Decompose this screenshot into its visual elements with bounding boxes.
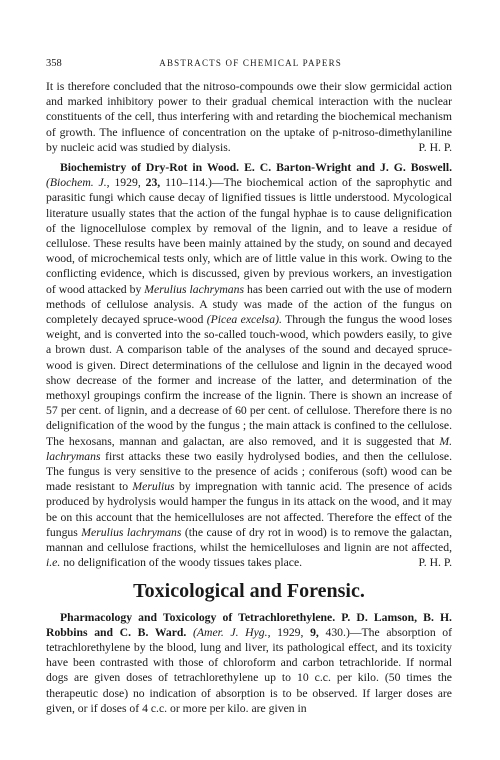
section-heading: Toxicological and Forensic. [133,579,365,602]
journal-reference: (Amer. J. Hyg., [192,625,271,639]
page-header [46,56,452,71]
previous-abstract-conclusion [46,79,452,155]
journal-reference: (Biochem. J., [46,176,110,190]
journal-pages: 430.) [325,625,350,639]
species-name: (Picea excelsa). [206,313,282,327]
abstract-body-part: Through the fungus the wood loses weight, and is converted into the so-called touch-wood, which powders easily, to give a brown dust. A comparison table of the analyses of the sound and decayed spruce-wood is given. Direct determinations of the cellulose and lignin in the decayed wood show decrease of the former and increase of the latter, and determination of the methoxyl groupings confirm the increase of the lignin. There is shown an increase of 57 per cent. of lignin, and a decrease of 60 per cent. of cellulose. Therefore there is no delignification of the wood by the fungus ; the main attack is confined to the cellulose. The hexosans, mannan and galactan, are also removed, and it is suggested that [46,313,453,448]
abstract-body: —The absorption of tetrachlorethylene by the blood, lung and liver, its pathological effect, and its toxicity have been contrasted with those of chloroform and carbon tetrachloride. If normal dogs are given doses of tetrachlorethylene up to 10 c.c. per kilo. (50 times the therapeutic dose) no indication of absorption is to be observed. If larger doses are given, or if doses of 4 c.c. or more per kilo. are given in [46,625,453,715]
journal-volume: 9, [310,625,319,639]
abstractor-signature: P. H. P. [418,140,452,154]
journal-page [46,56,452,716]
abstract-tetrachlorethylene [46,610,452,716]
abstract-title: Pharmacology and Toxicology of Tetrachlorethylene. [60,610,336,624]
species-name: Merulius lachrymans [144,282,245,296]
abstract-authors: P. D. Lamson, B. H. Robbins and C. B. Ward. [46,610,452,639]
journal-pages: 110–114.) [165,176,212,190]
abstract-dry-rot [46,160,452,570]
abstract-body-part: first attacks these two easily hydrolysed bodies, and then the cellulose. The fungus is very sensitive to the presence of acids ; coniferous (soft) wood can be made resistant to [46,449,452,494]
previous-abstract-text: It is therefore concluded that the nitroso-compounds owe their slow germicidal action and marked inhibitory power to their gradual chemical interaction with the nuclear constituents of the cell, thus interfering with and retarding the biochemical mechanism of growth. The influence of concentration on the uptake of p-nitroso-dimethylaniline by nucleic acid was studied by dialysis. [46,80,452,154]
species-name: M. lachrymans [46,434,453,463]
abstractor-signature: P. H. P. [418,556,452,570]
abstract-body-part: by impregnation with tannic acid. The presence of acids produced by hydrolysis would hamper the fungus in its attack on the wood, and it may be on this account that the hemicelluloses are not affected. Therefore the effect of the fungus [46,480,452,539]
abstract-authors: E. C. Barton-Wright and J. G. Boswell. [244,161,452,175]
journal-year: 1929, [114,176,141,190]
species-name: Merulius lachrymans [81,525,182,539]
abstract-body-part: —The biochemical action of the saprophytic and parasitic fungi which cause decay of lignified tissues is little understood. Mycological literature usually states that the action of the fungal hyphae is to cause delignification of the lignocellulose complex by removal of the lignin, and to leave a residue of cellulose. These results have been mainly attained by the study, on sound and decayed wood, of microchemical tests only, which are of little value in this work. Owing to the conflicting evidence, which is discussed, given by previous workers, an investigation of wood attacked by [46,176,453,296]
abstract-body-part: has been carried out with the use of modern methods of cellulose analysis. A study was made of the action of the fungus on completely decayed spruce-wood [46,282,453,327]
running-head: ABSTRACTS OF CHEMICAL PAPERS [159,58,342,68]
page-number: 358 [46,58,62,69]
journal-volume: 23, [145,176,161,190]
latin-abbreviation: i.e. [46,556,61,570]
abstract-body-part: no delignification of the woody tissues takes place. [63,556,303,570]
species-name: Merulius [132,480,175,494]
abstract-body-part: (the cause of dry rot in wood) is to remove the galactan, mannan and cellulose fractions, whilst the hemicelluloses and lignin are not affected, [46,525,453,555]
abstract-title: Biochemistry of Dry-Rot in Wood. [60,161,240,175]
journal-year: 1929, [277,625,304,639]
